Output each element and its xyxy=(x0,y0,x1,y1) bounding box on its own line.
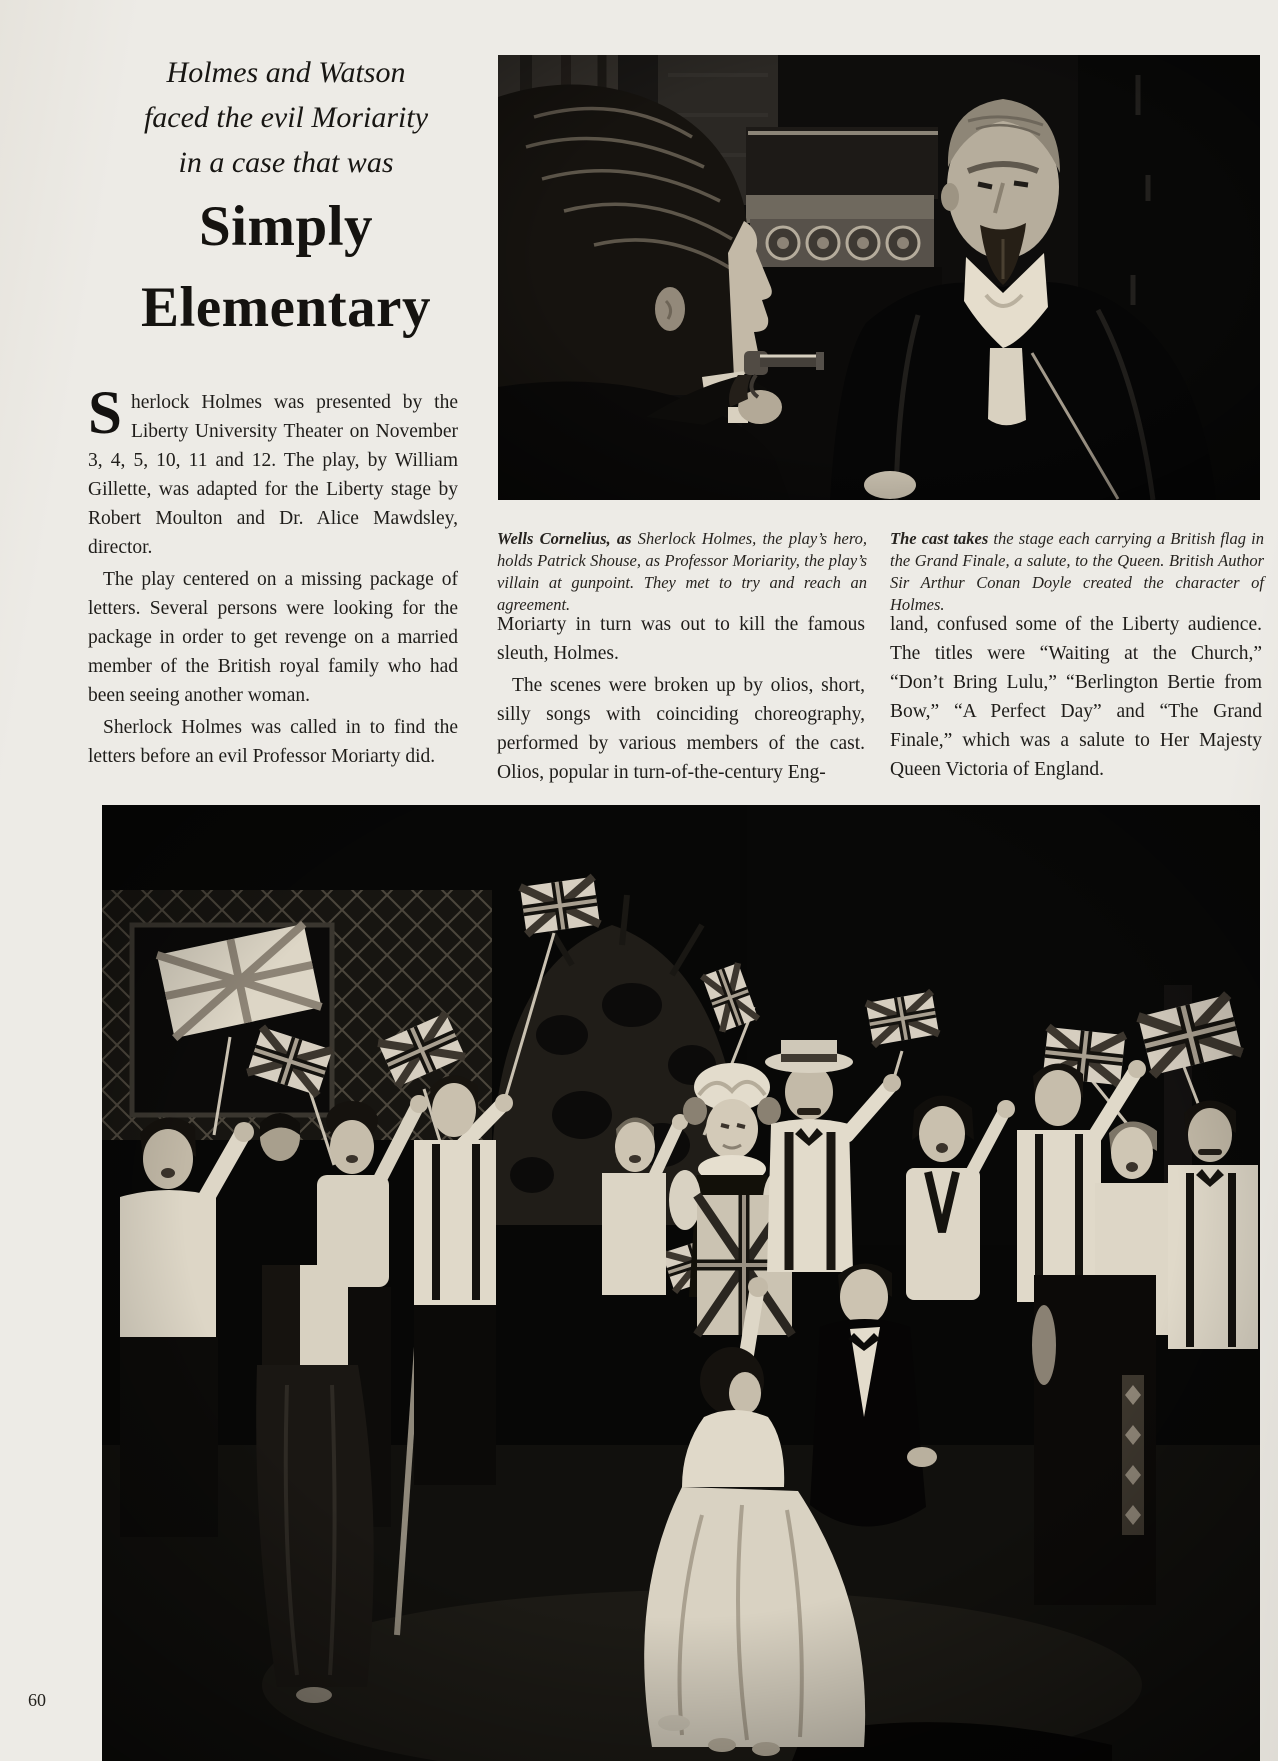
caption-top-photo: Wells Cornelius, as Sherlock Holmes, the play’s hero, holds Patrick Shouse, as Professor Moriarity, the play’s villain at gunpoint. They met to try and reach an agreement. xyxy=(497,529,868,614)
paragraph: land, confused some of the Liberty audience. The titles were “Waiting at the Church,” “Don’t Bring Lulu,” “Berlington Bertie from Bow,” “A Perfect Day” and “The Grand Finale,” which was a salute to Her Majesty Queen Victoria of England. xyxy=(890,614,1262,780)
grand-finale-photo-art xyxy=(102,805,1260,1761)
body-column-middle xyxy=(497,610,865,787)
body-column-right xyxy=(890,610,1262,784)
holmes-moriarty-photo-art xyxy=(498,55,1260,500)
kicker-line-2: faced the evil Moriarity xyxy=(143,101,429,134)
kicker-line-3: in a case that was xyxy=(178,146,394,179)
body-column-left xyxy=(88,380,458,771)
title-line-2: Elementary xyxy=(141,276,431,339)
page-title xyxy=(70,186,502,348)
caption-lead: The cast takes xyxy=(890,529,989,548)
holmes-moriarty-photo xyxy=(498,55,1260,500)
title-line-1: Simply xyxy=(198,195,374,258)
caption-lead: Wells Cornelius, as xyxy=(497,529,632,548)
paragraph: Sherlock Holmes was called in to find the letters before an evil Professor Moriarty did. xyxy=(88,717,458,767)
drop-cap: S xyxy=(88,380,122,447)
kicker xyxy=(70,50,502,185)
paragraph: Sherlock Holmes was presented by the Liberty University Theater on November 3, 4, 5, 10, 11 and 12. The play, by William Gillette, was adapted for the Liberty stage by Robert Moulton and Dr. Alice Mawdsley, director. xyxy=(88,380,458,558)
paragraph: The play centered on a missing package of letters. Several persons were looking for the package in order to get revenge on a married member of the British royal family who had been seeing another woman. xyxy=(88,569,458,706)
grand-finale-photo xyxy=(102,805,1260,1761)
kicker-line-1: Holmes and Watson xyxy=(166,56,406,89)
page-number: 60 xyxy=(28,1690,46,1710)
paragraph: The scenes were broken up by olios, short, silly songs with coinciding choreography, performed by various members of the cast. Olios, popular in turn-of-the-century Eng- xyxy=(497,675,865,783)
paragraph: Moriarty in turn was out to kill the famous sleuth, Holmes. xyxy=(497,614,865,664)
caption-bottom-photo: The cast takes the stage each carrying a British flag in the Grand Finale, a salute, to the Queen. British Author Sir Arthur Conan Doyle created the character of Holmes. xyxy=(890,529,1264,614)
